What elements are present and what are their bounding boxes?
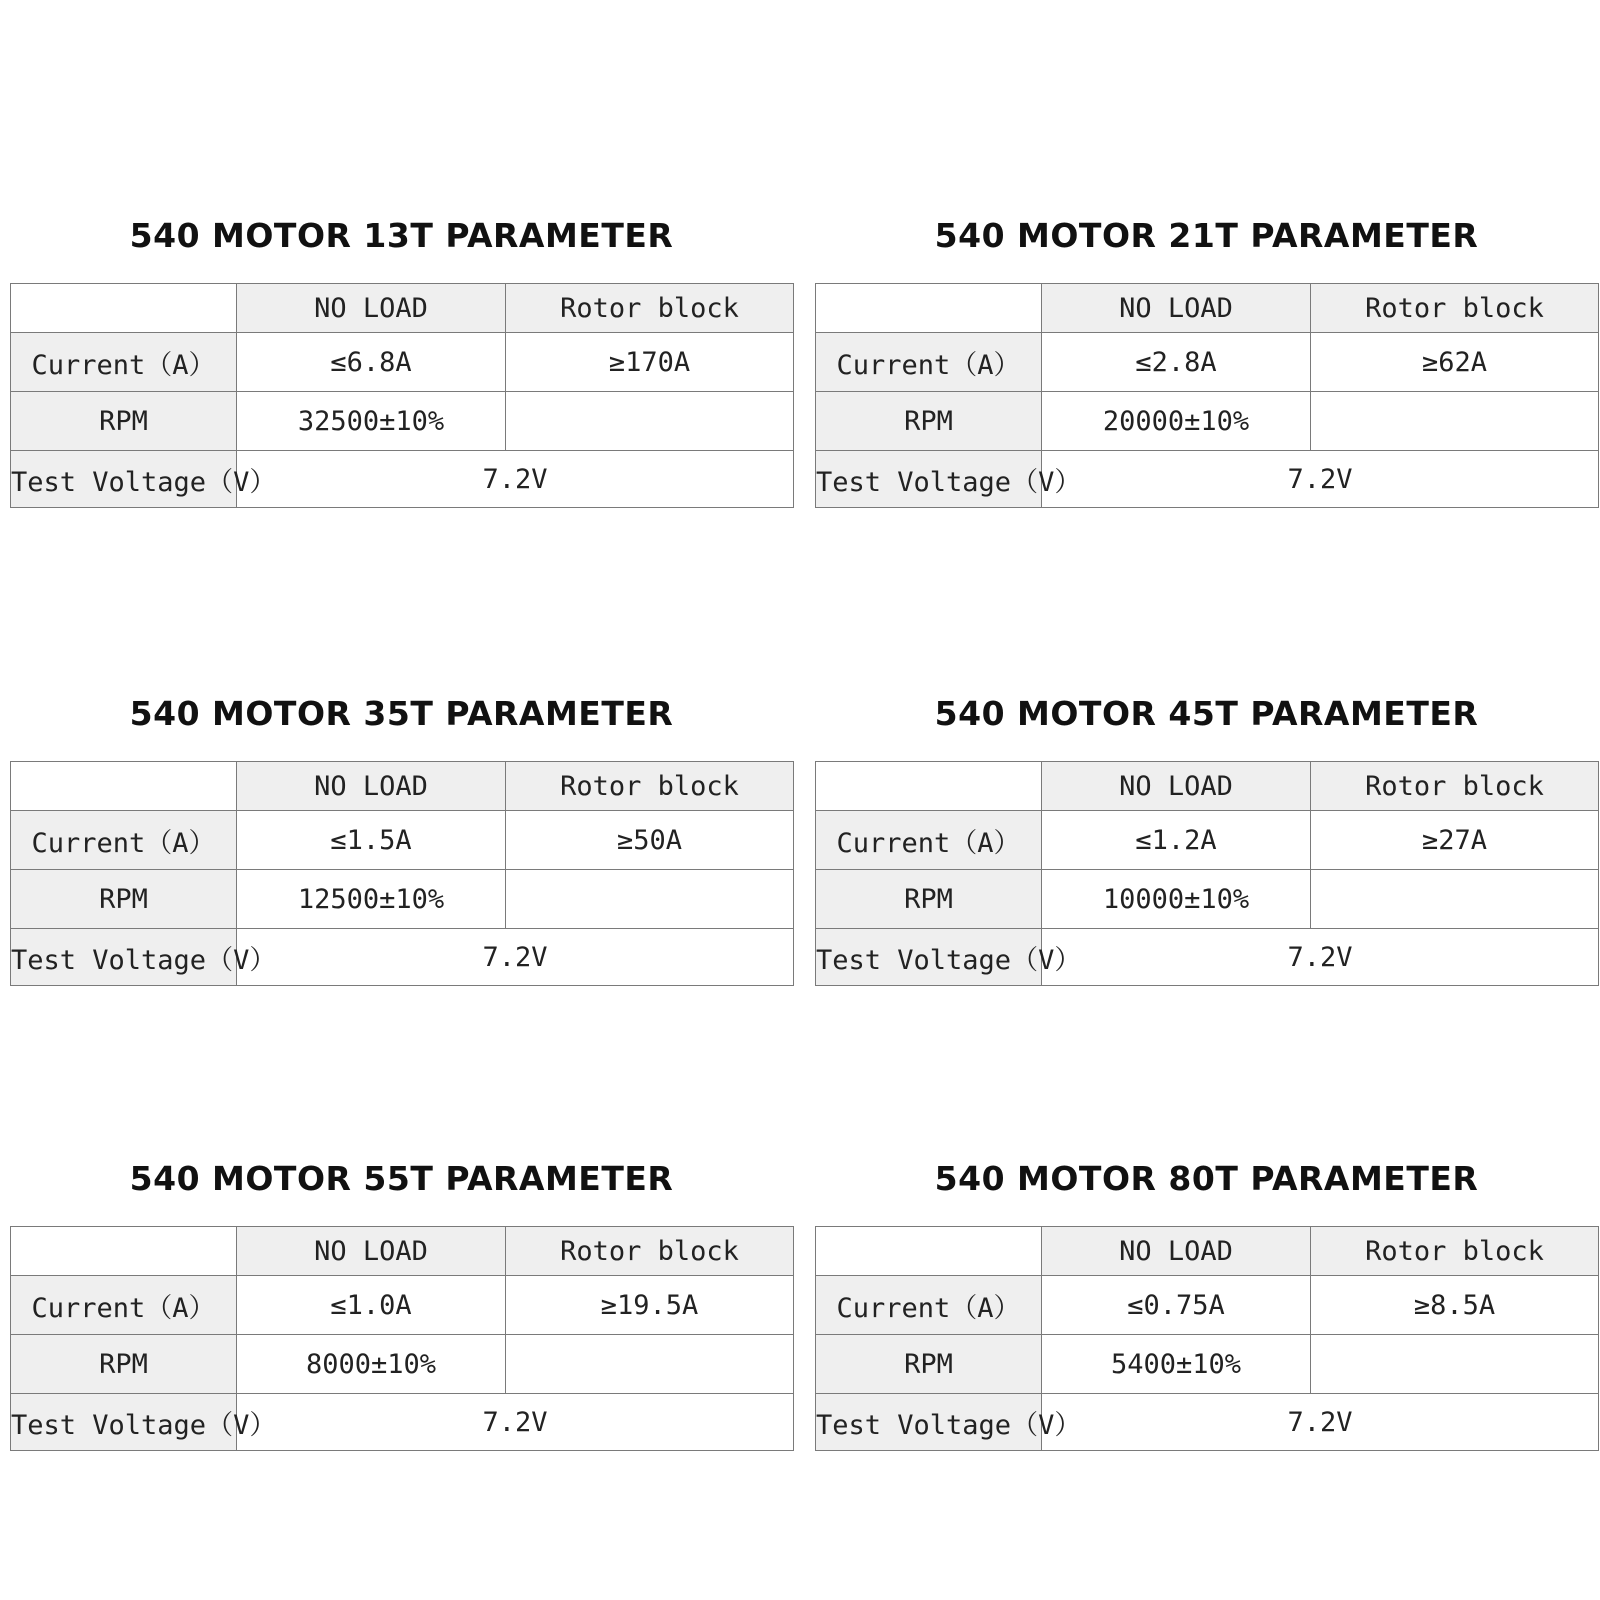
table-row: [11, 1394, 794, 1451]
table-row: [816, 870, 1599, 929]
rpm-value: 10000±10%: [1042, 870, 1311, 929]
corner-cell: [816, 762, 1042, 811]
row-label-current: Current（A）: [11, 1276, 237, 1335]
current-rotor-block-value: ≥170A: [506, 333, 794, 392]
header-no-load: NO LOAD: [1042, 762, 1311, 811]
row-label-rpm: RPM: [11, 1335, 237, 1394]
current-no-load-value: ≤1.5A: [237, 811, 506, 870]
header-no-load: NO LOAD: [1042, 1227, 1311, 1276]
row-label-rpm: RPM: [816, 392, 1042, 451]
table-row: [816, 929, 1599, 986]
row-label-voltage: Test Voltage（V）: [816, 929, 1042, 986]
row-label-current: Current（A）: [816, 333, 1042, 392]
table-header-row: [816, 284, 1599, 333]
corner-cell: [11, 1227, 237, 1276]
voltage-value: 7.2V: [237, 929, 794, 986]
table-row: [11, 1276, 794, 1335]
table-row: [816, 1335, 1599, 1394]
voltage-value: 7.2V: [1042, 929, 1599, 986]
table-row: [816, 333, 1599, 392]
current-rotor-block-value: ≥27A: [1311, 811, 1599, 870]
table-row: [11, 870, 794, 929]
panel-title: 540 MOTOR 80T PARAMETER: [934, 1159, 1479, 1198]
empty-cell: [506, 392, 794, 451]
row-label-rpm: RPM: [816, 870, 1042, 929]
row-label-rpm: RPM: [816, 1335, 1042, 1394]
corner-cell: [816, 284, 1042, 333]
header-no-load: NO LOAD: [237, 1227, 506, 1276]
header-rotor-block: Rotor block: [506, 1227, 794, 1276]
header-no-load: NO LOAD: [1042, 284, 1311, 333]
header-no-load: NO LOAD: [237, 284, 506, 333]
spec-table: [10, 1226, 794, 1451]
table-header-row: [11, 762, 794, 811]
voltage-value: 7.2V: [1042, 451, 1599, 508]
row-label-voltage: Test Voltage（V）: [11, 929, 237, 986]
current-no-load-value: ≤2.8A: [1042, 333, 1311, 392]
empty-cell: [506, 870, 794, 929]
row-label-current: Current（A）: [11, 811, 237, 870]
table-row: [816, 811, 1599, 870]
spec-table: [10, 283, 794, 508]
rpm-value: 32500±10%: [237, 392, 506, 451]
row-label-current: Current（A）: [816, 811, 1042, 870]
empty-cell: [1311, 392, 1599, 451]
panel-title: 540 MOTOR 21T PARAMETER: [934, 216, 1479, 255]
voltage-value: 7.2V: [237, 1394, 794, 1451]
corner-cell: [11, 762, 237, 811]
table-row: [816, 451, 1599, 508]
current-no-load-value: ≤1.0A: [237, 1276, 506, 1335]
rpm-value: 12500±10%: [237, 870, 506, 929]
table-row: [11, 333, 794, 392]
spec-table: [10, 761, 794, 986]
spec-table: [815, 283, 1599, 508]
rpm-value: 20000±10%: [1042, 392, 1311, 451]
header-rotor-block: Rotor block: [1311, 284, 1599, 333]
header-no-load: NO LOAD: [237, 762, 506, 811]
current-no-load-value: ≤6.8A: [237, 333, 506, 392]
corner-cell: [816, 1227, 1042, 1276]
current-no-load-value: ≤0.75A: [1042, 1276, 1311, 1335]
row-label-voltage: Test Voltage（V）: [11, 1394, 237, 1451]
table-header-row: [11, 284, 794, 333]
header-rotor-block: Rotor block: [1311, 762, 1599, 811]
table-header-row: [11, 1227, 794, 1276]
current-rotor-block-value: ≥8.5A: [1311, 1276, 1599, 1335]
row-label-voltage: Test Voltage（V）: [816, 451, 1042, 508]
table-header-row: [816, 1227, 1599, 1276]
table-row: [816, 392, 1599, 451]
table-row: [11, 811, 794, 870]
panel-title: 540 MOTOR 55T PARAMETER: [129, 1159, 674, 1198]
current-no-load-value: ≤1.2A: [1042, 811, 1311, 870]
table-header-row: [816, 762, 1599, 811]
header-rotor-block: Rotor block: [506, 762, 794, 811]
row-label-rpm: RPM: [11, 870, 237, 929]
panel-title: 540 MOTOR 45T PARAMETER: [934, 694, 1479, 733]
corner-cell: [11, 284, 237, 333]
voltage-value: 7.2V: [1042, 1394, 1599, 1451]
spec-table: [815, 761, 1599, 986]
table-row: [11, 392, 794, 451]
row-label-voltage: Test Voltage（V）: [816, 1394, 1042, 1451]
rpm-value: 5400±10%: [1042, 1335, 1311, 1394]
header-rotor-block: Rotor block: [506, 284, 794, 333]
table-row: [11, 1335, 794, 1394]
spec-table: [815, 1226, 1599, 1451]
current-rotor-block-value: ≥62A: [1311, 333, 1599, 392]
row-label-current: Current（A）: [816, 1276, 1042, 1335]
empty-cell: [506, 1335, 794, 1394]
header-rotor-block: Rotor block: [1311, 1227, 1599, 1276]
panel-title: 540 MOTOR 13T PARAMETER: [129, 216, 674, 255]
voltage-value: 7.2V: [237, 451, 794, 508]
current-rotor-block-value: ≥50A: [506, 811, 794, 870]
table-row: [816, 1394, 1599, 1451]
current-rotor-block-value: ≥19.5A: [506, 1276, 794, 1335]
empty-cell: [1311, 1335, 1599, 1394]
row-label-current: Current（A）: [11, 333, 237, 392]
table-row: [816, 1276, 1599, 1335]
table-row: [11, 929, 794, 986]
table-row: [11, 451, 794, 508]
row-label-rpm: RPM: [11, 392, 237, 451]
panel-title: 540 MOTOR 35T PARAMETER: [129, 694, 674, 733]
row-label-voltage: Test Voltage（V）: [11, 451, 237, 508]
empty-cell: [1311, 870, 1599, 929]
rpm-value: 8000±10%: [237, 1335, 506, 1394]
